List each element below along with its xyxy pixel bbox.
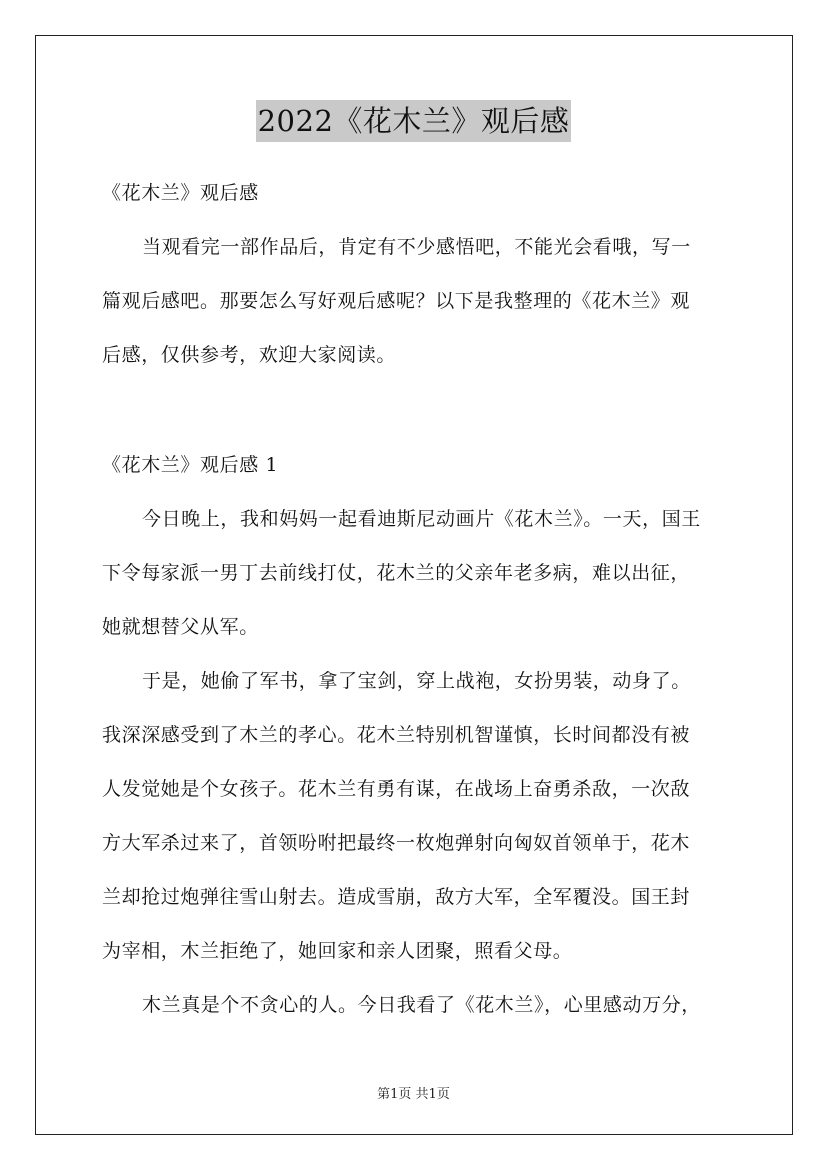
paragraph-line: 于是，她偷了军书，拿了宝剑，穿上战袍，女扮男装，动身了。 <box>142 670 691 692</box>
paragraph-line: 我深深感受到了木兰的孝心。花木兰特别机智谨慎，长时间都没有被 <box>102 724 691 746</box>
paragraph-line: 木兰真是个不贪心的人。今日我看了《花木兰》，心里感动万分， <box>142 994 701 1016</box>
document-body <box>102 170 732 1036</box>
page-footer: 第1页 共1页 <box>377 1087 450 1102</box>
document-subtitle: 《花木兰》观后感 <box>102 182 259 204</box>
paragraph-line: 人发觉她是个女孩子。花木兰有勇有谋，在战场上奋勇杀敌，一次敌 <box>102 778 691 800</box>
paragraph-line: 方大军杀过来了，首领吩咐把最终一枚炮弹射向匈奴首领单于，花木 <box>102 832 691 854</box>
paragraph-line: 今日晚上，我和妈妈一起看迪斯尼动画片《花木兰》。一天，国王 <box>142 508 701 530</box>
intro-line: 后感，仅供参考，欢迎大家阅读。 <box>102 344 397 366</box>
paragraph-gap <box>102 386 732 442</box>
document-title: 2022《花木兰》观后感 <box>256 100 572 142</box>
intro-line: 篇观后感吧。那要怎么写好观后感呢？以下是我整理的《花木兰》观 <box>102 290 691 312</box>
title-container <box>0 100 827 142</box>
paragraph-line: 兰却抢过炮弹往雪山射去。造成雪崩，敌方大军，全军覆没。国王封 <box>102 886 691 908</box>
paragraph-line: 下令每家派一男丁去前线打仗，花木兰的父亲年老多病，难以出征， <box>102 562 691 584</box>
paragraph-line: 她就想替父从军。 <box>102 616 259 638</box>
paragraph-line: 为宰相，木兰拒绝了，她回家和亲人团聚，照看父母。 <box>102 940 573 962</box>
intro-line: 当观看完一部作品后，肯定有不少感悟吧，不能光会看哦，写一 <box>142 236 691 258</box>
section-heading: 《花木兰》观后感 1 <box>102 454 279 476</box>
